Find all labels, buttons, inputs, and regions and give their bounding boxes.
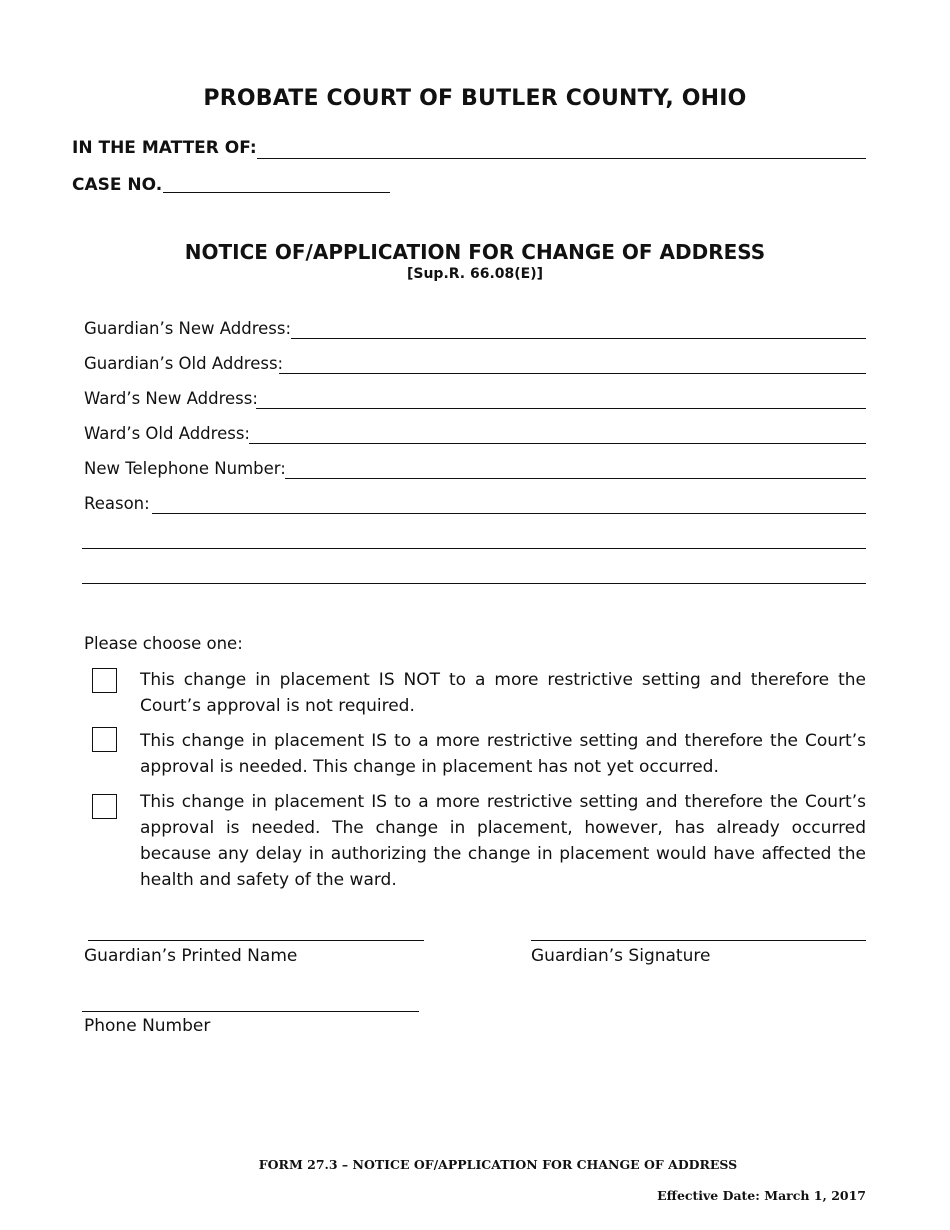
reason-field-line-3[interactable] (82, 583, 866, 584)
court-title: PROBATE COURT OF BUTLER COUNTY, OHIO (203, 86, 747, 111)
option-not-restrictive-text: This change in placement IS NOT to a more restrictive setting and therefore the Court’s approval is not required. (140, 670, 866, 716)
printed-name-label: Guardian’s Printed Name (84, 946, 298, 966)
guardian-new-address-field[interactable] (291, 338, 866, 339)
new-telephone-label: New Telephone Number: (84, 459, 286, 478)
ward-old-address-field[interactable] (249, 443, 866, 444)
form-rule-reference: [Sup.R. 66.08(E)] (406, 266, 544, 282)
signature-label: Guardian’s Signature (531, 946, 711, 966)
case-number-input-line[interactable] (163, 192, 390, 193)
ward-old-address-label: Ward’s Old Address: (84, 424, 250, 443)
phone-number-line[interactable] (82, 1011, 419, 1012)
option-restrictive-occurred-text: This change in placement IS to a more restrictive setting and therefore the Court’s approval is needed. The change in placement, however, has already occurred because any delay in authorizing the change in placement would have affected the health and safety of the ward. (140, 792, 866, 890)
signature-line[interactable] (531, 940, 866, 941)
form-footer-id: FORM 27.3 – NOTICE OF/APPLICATION FOR CHANGE OF ADDRESS (258, 1157, 738, 1172)
ward-new-address-label: Ward’s New Address: (84, 389, 258, 408)
matter-label: IN THE MATTER OF: (72, 138, 257, 158)
ward-new-address-field[interactable] (256, 408, 866, 409)
matter-input-line[interactable] (257, 158, 866, 159)
reason-field[interactable] (152, 513, 866, 514)
printed-name-line[interactable] (88, 940, 424, 941)
new-telephone-field[interactable] (285, 478, 866, 479)
guardian-old-address-field[interactable] (279, 373, 866, 374)
case-number-label: CASE NO. (72, 175, 163, 195)
form-title: NOTICE OF/APPLICATION FOR CHANGE OF ADDRESS (184, 240, 766, 264)
option-restrictive-occurred-checkbox[interactable] (92, 794, 117, 819)
guardian-old-address-label: Guardian’s Old Address: (84, 354, 284, 373)
reason-label: Reason: (84, 494, 150, 513)
effective-date: Effective Date: March 1, 2017 (657, 1188, 866, 1203)
phone-number-label: Phone Number (84, 1016, 211, 1036)
choose-one-prompt: Please choose one: (84, 634, 243, 653)
option-restrictive-not-occurred-checkbox[interactable] (92, 727, 117, 752)
option-restrictive-not-occurred-text: This change in placement IS to a more restrictive setting and therefore the Court’s approval is needed. This change in placement has not yet occurred. (140, 731, 866, 777)
guardian-new-address-label: Guardian’s New Address: (84, 319, 292, 338)
option-not-restrictive-checkbox[interactable] (92, 668, 117, 693)
reason-field-line-2[interactable] (82, 548, 866, 549)
